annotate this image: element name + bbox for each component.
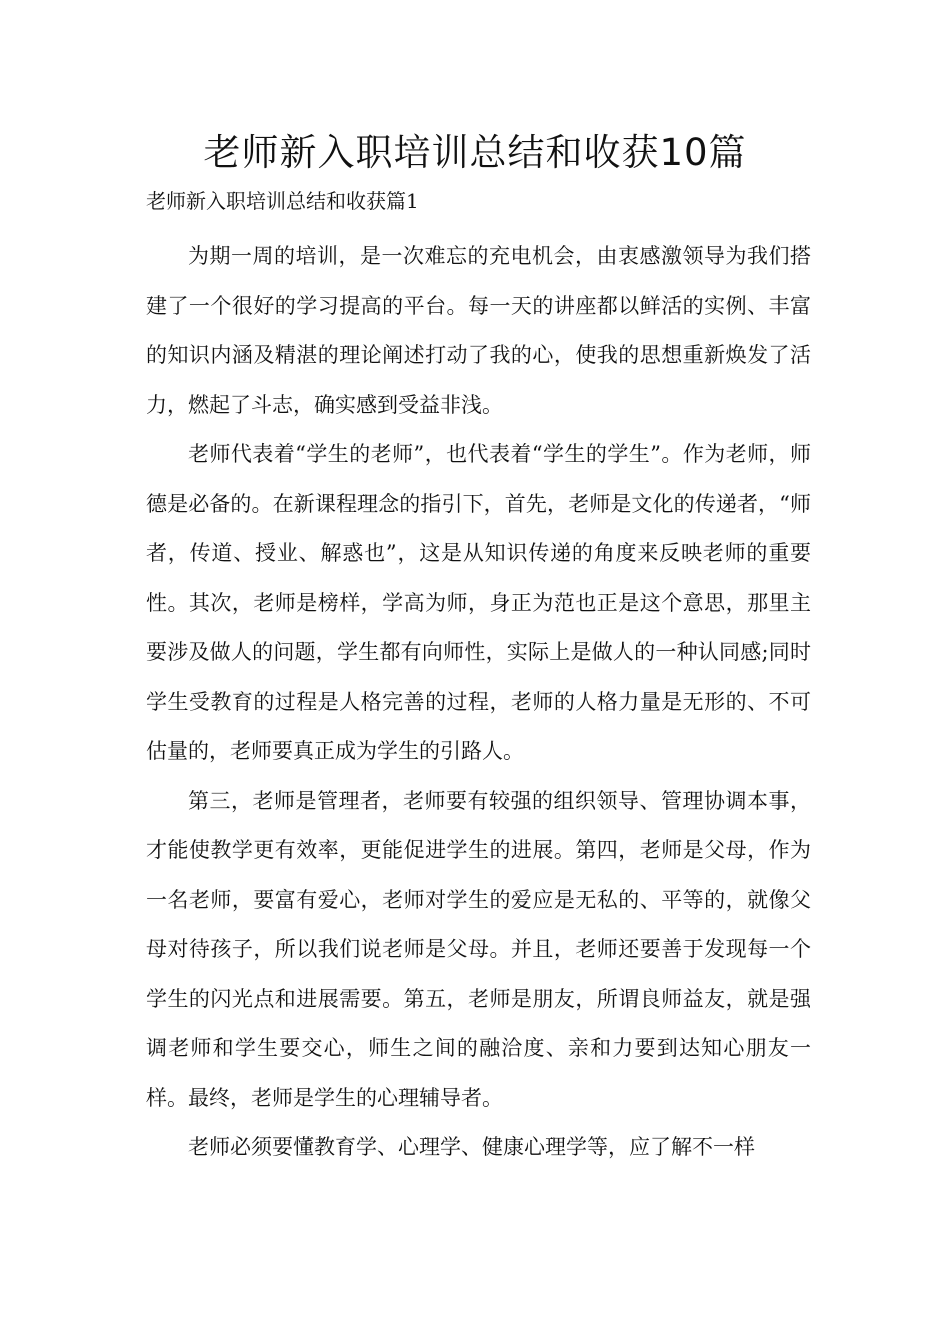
paragraph: 第三，老师是管理者，老师要有较强的组织领导、管理协调本事，才能使教学更有效率，更能促进学生的进展。第四，老师是父母，作为一名老师，要富有爱心，老师对学生的爱应是无私的、平等的，就像父母对待孩子，所以我们说老师是父母。并且，老师还要善于发现每一个学生的闪光点和进展需要。第五，老师是朋友，所谓良师益友，就是强调老师和学生要交心，师生之间的融洽度、亲和力要到达知心朋友一样。最终，老师是学生的心理辅导者。 (146, 788, 811, 1110)
paragraph: 老师必须要懂教育学、心理学、健康心理学等，应了解不一样 (188, 1135, 755, 1159)
document-body (146, 232, 811, 1173)
paragraph: 为期一周的培训，是一次难忘的充电机会，由衷感激领导为我们搭建了一个很好的学习提高的平台。每一天的讲座都以鲜活的实例、丰富的知识内涵及精湛的理论阐述打动了我的心，使我的思想重新焕发了活力，燃起了斗志，确实感到受益非浅。 (146, 244, 811, 417)
document-title: 老师新入职培训总结和收获10篇 (203, 131, 747, 174)
paragraph: 老师代表着“学生的老师”，也代表着“学生的学生”。作为老师，师德是必备的。在新课程理念的指引下，首先，老师是文化的传递者，“师者，传道、授业、解惑也”，这是从知识传递的角度来反映老师的重要性。其次，老师是榜样，学高为师，身正为范也正是这个意思，那里主要涉及做人的问题，学生都有向师性，实际上是做人的一种认同感;同时学生受教育的过程是人格完善的过程，老师的人格力量是无形的、不可估量的，老师要真正成为学生的引路人。 (146, 442, 811, 763)
section-heading: 老师新入职培训总结和收获篇1 (146, 189, 419, 213)
